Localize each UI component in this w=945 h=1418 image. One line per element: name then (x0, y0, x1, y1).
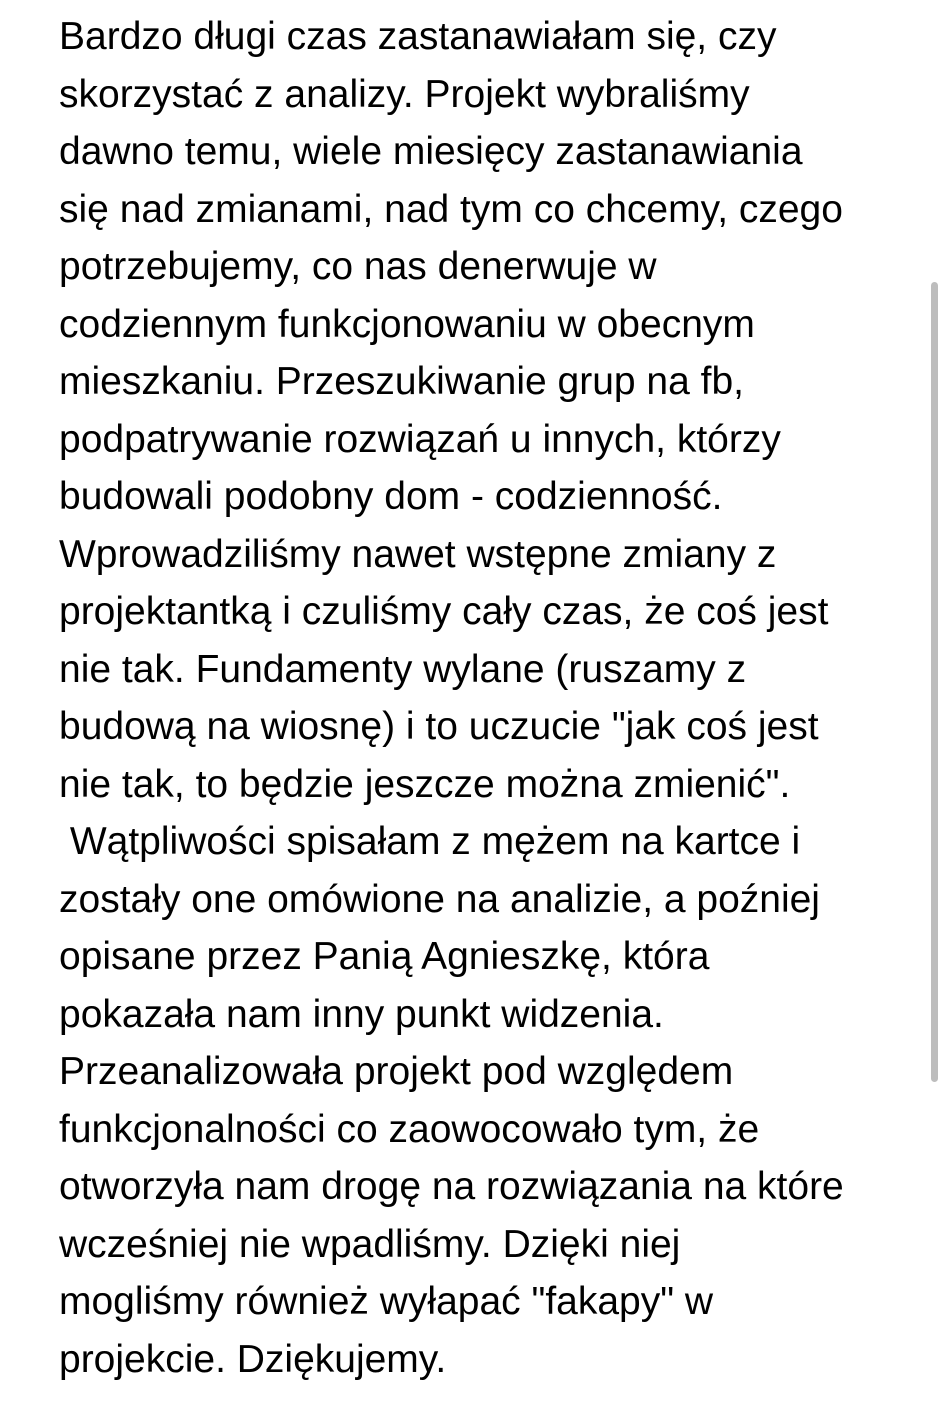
text-line: projekcie. Dziękujemy. (59, 1337, 447, 1381)
text-line: projektantką i czuliśmy cały czas, że coś jest (59, 590, 829, 633)
text-line: budową na wiosnę) i to uczucie "jak coś jest (59, 705, 819, 748)
text-line: dawno temu, wiele miesięcy zastanawiania (59, 130, 803, 173)
text-line: potrzebujemy, co nas denerwuje w (59, 245, 657, 288)
text-line: funkcjonalności co zaowocowało tym, że (59, 1107, 760, 1151)
text-line: Wątpliwości spisałam z mężem na kartce i (59, 820, 801, 863)
message-text (59, 8, 929, 1388)
scrollbar-thumb[interactable] (931, 282, 938, 1082)
text-line: budowali podobny dom - codzienność. (59, 475, 723, 518)
text-line: Bardzo długi czas zastanawiałam się, czy (59, 15, 777, 58)
text-line: mogliśmy również wyłapać "fakapy" w (59, 1280, 714, 1323)
text-line: Wprowadziliśmy nawet wstępne zmiany z (59, 532, 777, 576)
text-line: zostały one omówione na analizie, a poźniej (59, 877, 820, 921)
text-line: opisane przez Panią Agnieszkę, która (59, 935, 710, 978)
text-line: pokazała nam inny punkt widzenia. (59, 992, 664, 1036)
text-line: Przeanalizowała projekt pod względem (59, 1050, 734, 1093)
text-line: podpatrywanie rozwiązań u innych, którzy (59, 417, 781, 461)
text-line: codziennym funkcjonowaniu w obecnym (59, 302, 755, 346)
text-line: się nad zmianami, nad tym co chcemy, czego (59, 187, 843, 231)
text-line: skorzystać z analizy. Projekt wybraliśmy (59, 72, 750, 116)
text-line: otworzyła nam drogę na rozwiązania na które (59, 1165, 844, 1208)
text-line: wcześniej nie wpadliśmy. Dzięki niej (59, 1222, 681, 1266)
text-line: mieszkaniu. Przeszukiwanie grup na fb, (59, 360, 744, 403)
text-line: nie tak, to będzie jeszcze można zmienić". (59, 762, 791, 806)
text-line: nie tak. Fundamenty wylane (ruszamy z (59, 647, 747, 691)
